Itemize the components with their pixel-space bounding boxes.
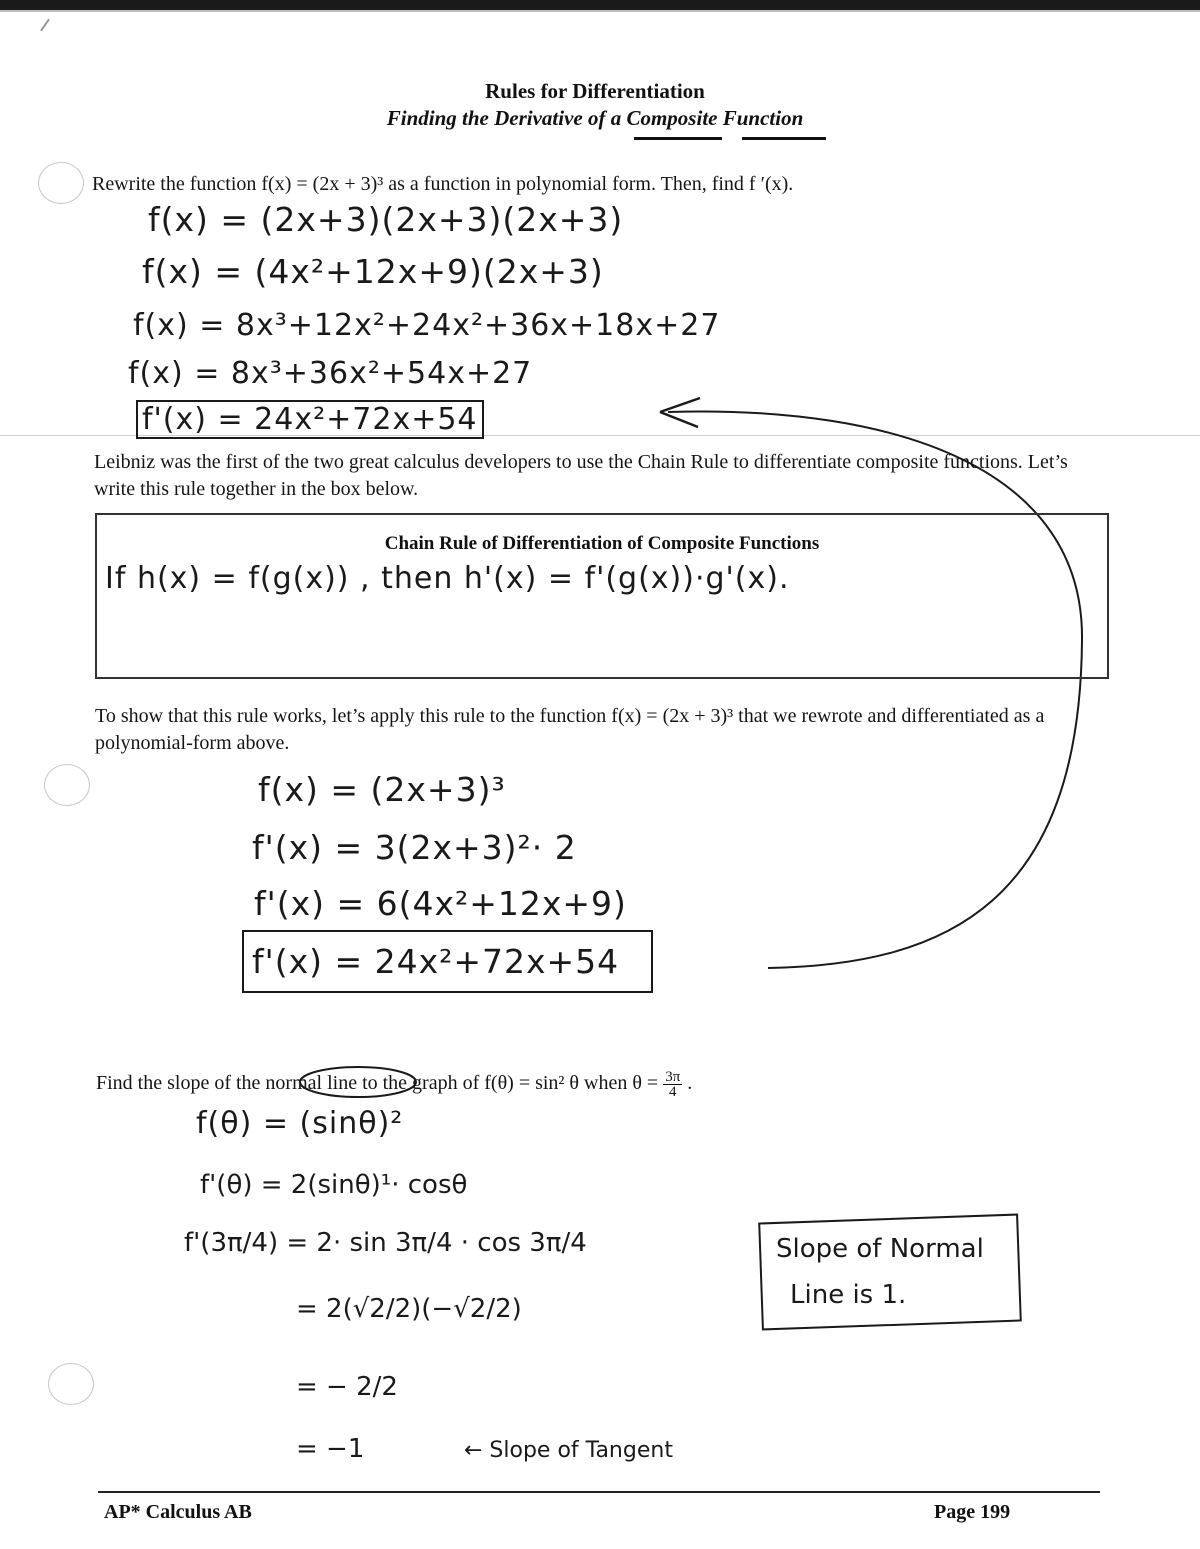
problem3-work-line: = − 2/2 <box>296 1372 398 1402</box>
problem3-work-line: f'(θ) = 2(sinθ)¹· cosθ <box>200 1170 468 1200</box>
problem3-work-line: f(θ) = (sinθ)² <box>196 1106 404 1141</box>
problem3-work-line: = 2(√2/2)(−√2/2) <box>296 1294 522 1324</box>
problem1-work-line: f(x) = (2x+3)(2x+3)(2x+3) <box>148 200 624 239</box>
theta-fraction <box>663 1070 682 1099</box>
problem1-answer: f'(x) = 24x²+72x+54 <box>136 400 484 439</box>
problem2-work-line: f'(x) = 3(2x+3)²· 2 <box>252 828 577 867</box>
problem2-work-line: f'(x) = 6(4x²+12x+9) <box>254 884 627 923</box>
problem3-work-line: = −1 <box>296 1434 365 1464</box>
problem1-prompt: Rewrite the function f(x) = (2x + 3)³ as a function in polynomial form. Then, find f ′(x). <box>92 173 794 195</box>
footer-page-number: Page 199 <box>934 1501 1011 1523</box>
problem1-work-line: f(x) = 8x³+12x²+24x²+36x+18x+27 <box>133 308 721 343</box>
normal-slope-note-line: Slope of Normal <box>776 1234 984 1264</box>
theta-numerator: 3π <box>665 1069 681 1085</box>
normal-slope-box <box>758 1213 1022 1330</box>
problem2-answer: f'(x) = 24x²+72x+54 <box>242 930 653 993</box>
tangent-slope-note: ← Slope of Tangent <box>464 1438 673 1463</box>
chain-rule-box <box>95 513 1109 679</box>
intro-paragraph: Leibniz was the first of the two great calculus developers to use the Chain Rule to differentiate composite functions. Let’s write this rule together in the box below. <box>94 451 1068 500</box>
problem1-work-line: f(x) = (4x²+12x+9)(2x+3) <box>142 252 604 291</box>
footer-course: AP* Calculus AB <box>104 1501 252 1523</box>
chain-rule-statement: If h(x) = f(g(x)) , then h'(x) = f'(g(x))·g'(x). <box>105 561 790 596</box>
footer-rule <box>98 1491 1100 1493</box>
problem1-work-line: f(x) = 8x³+36x²+54x+27 <box>128 356 533 391</box>
theta-denominator: 4 <box>668 1084 677 1100</box>
chain-rule-title: Chain Rule of Differentiation of Composite Functions <box>384 533 820 554</box>
problem3-prompt-end: . <box>687 1072 693 1095</box>
normal-slope-note-line: Line is 1. <box>790 1280 907 1310</box>
problem3-work-line: f'(3π/4) = 2· sin 3π/4 · cos 3π/4 <box>184 1228 587 1258</box>
page-title: Rules for Differentiation <box>485 79 705 103</box>
problem3-prompt-text: Find the slope of the normal line to the graph of f(θ) = sin² θ when θ = <box>96 1072 664 1095</box>
problem2-prompt: To show that this rule works, let’s apply this rule to the function f(x) = (2x + 3)³ that we rewrote and differentiated as a polynomial-form above. <box>95 705 1045 754</box>
page-subtitle: Finding the Derivative of a Composite Function <box>386 106 804 130</box>
problem3-prompt <box>96 1070 996 1099</box>
problem2-work-line: f(x) = (2x+3)³ <box>258 770 506 809</box>
circled-word-mark <box>296 1062 426 1102</box>
